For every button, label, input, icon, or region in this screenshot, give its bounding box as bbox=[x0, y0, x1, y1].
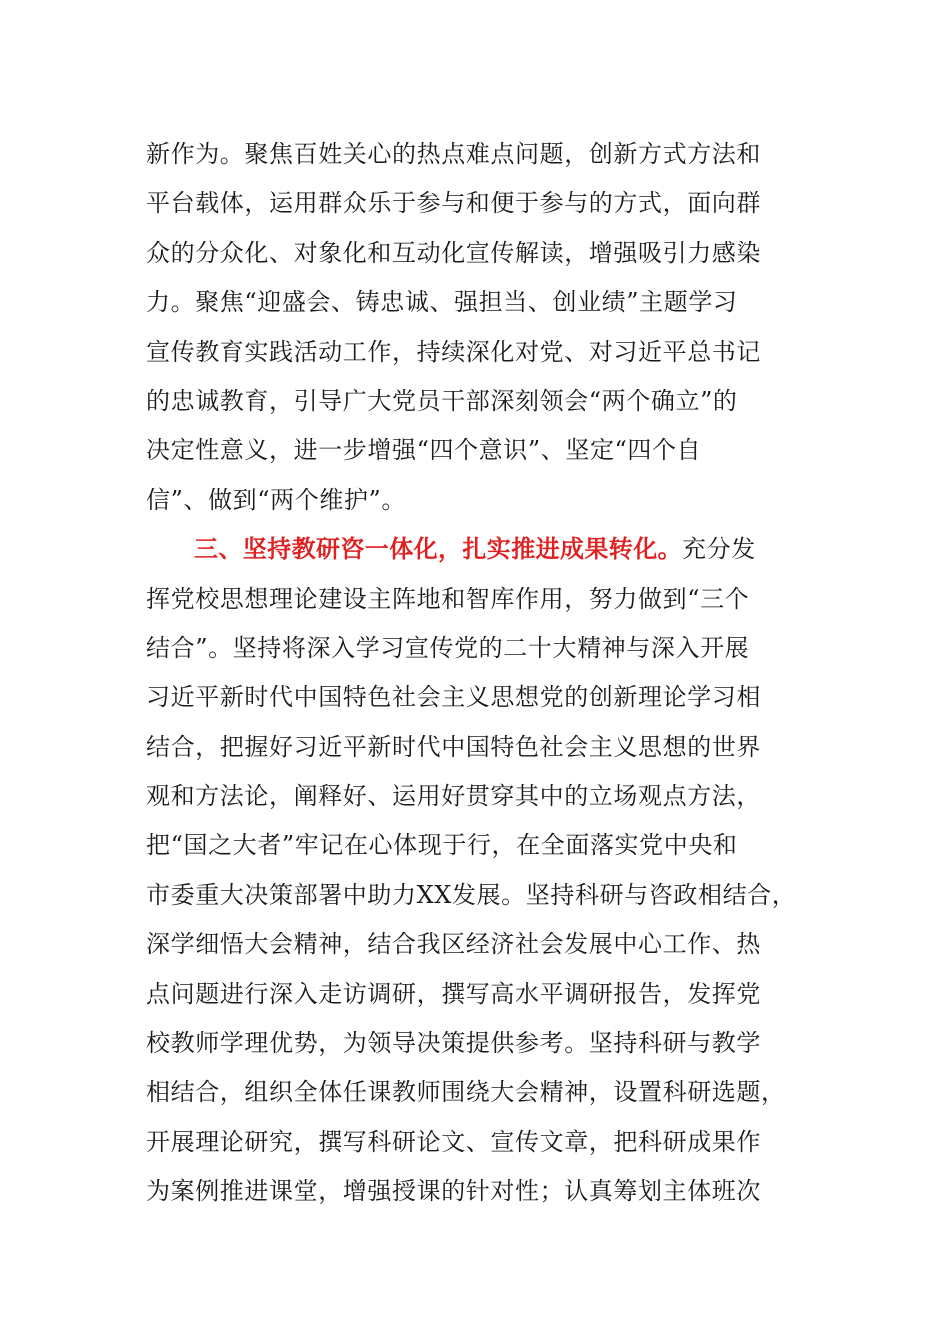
text-line: 相结合，组织全体任课教师围绕大会精神，设置科研选题， bbox=[146, 1078, 786, 1107]
text-line: 的忠诚教育，引导广大党员干部深刻领会“两个确立”的 bbox=[146, 386, 738, 415]
text-line: 市委重大决策部署中助力XX发展。坚持科研与咨政相结合， bbox=[146, 880, 797, 909]
text-line: 信”、做到“两个维护”。 bbox=[146, 485, 407, 514]
section-heading-line bbox=[146, 525, 826, 574]
text-line: 挥党校思想理论建设主阵地和智库作用，努力做到“三个 bbox=[146, 584, 750, 613]
text-line: 力。聚焦“迎盛会、铸忠诚、强担当、创业绩”主题学习 bbox=[146, 288, 738, 317]
section-heading-tail: 充分发 bbox=[682, 535, 756, 564]
text-line: 把“国之大者”牢记在心体现于行，在全面落实党中央和 bbox=[146, 831, 738, 860]
document-body bbox=[146, 130, 826, 1217]
text-line: 新作为。聚焦百姓关心的热点难点问题，创新方式方法和 bbox=[146, 140, 761, 168]
text-line: 为案例推进课堂，增强授课的针对性；认真筹划主体班次 bbox=[146, 1177, 761, 1206]
text-line: 习近平新时代中国特色社会主义思想党的创新理论学习相 bbox=[146, 683, 761, 712]
text-line: 决定性意义，进一步增强“四个意识”、坚定“四个自 bbox=[146, 436, 702, 465]
text-line: 校教师学理优势，为领导决策提供参考。坚持科研与教学 bbox=[146, 1029, 761, 1058]
text-line: 结合，把握好习近平新时代中国特色社会主义思想的世界 bbox=[146, 732, 761, 761]
text-line: 众的分众化、对象化和互动化宣传解读，增强吸引力感染 bbox=[146, 238, 761, 267]
text-line: 开展理论研究，撰写科研论文、宣传文章，把科研成果作 bbox=[146, 1127, 761, 1156]
text-line: 结合”。坚持将深入学习宣传党的二十大精神与深入开展 bbox=[146, 633, 750, 662]
text-line: 深学细悟大会精神，结合我区经济社会发展中心工作、热 bbox=[146, 930, 761, 959]
text-line: 宣传教育实践活动工作，持续深化对党、对习近平总书记 bbox=[146, 337, 761, 366]
text-line: 观和方法论，阐释好、运用好贯穿其中的立场观点方法， bbox=[146, 782, 761, 811]
text-line: 点问题进行深入走访调研，撰写高水平调研报告，发挥党 bbox=[146, 979, 761, 1008]
section-heading: 三、坚持教研咨一体化，扎实推进成果转化。 bbox=[194, 535, 682, 564]
text-line: 平台载体，运用群众乐于参与和便于参与的方式，面向群 bbox=[146, 189, 761, 218]
